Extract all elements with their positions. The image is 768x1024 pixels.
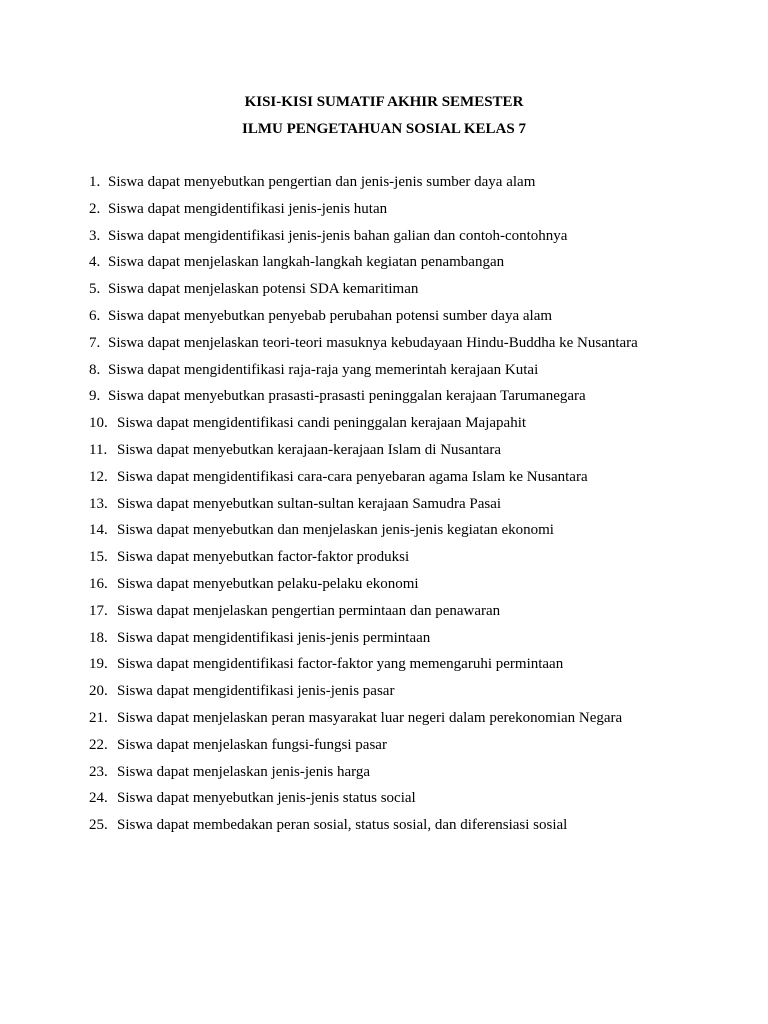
list-item-text: Siswa dapat mengidentifikasi cara-cara penyebaran agama Islam ke Nusantara: [117, 468, 588, 485]
list-item-number: 19.: [89, 656, 108, 673]
list-item-text: Siswa dapat menyebutkan prasasti-prasasti peninggalan kerajaan Tarumanegara: [108, 388, 586, 405]
list-item-number: 10.: [89, 415, 108, 432]
list-item-number: 21.: [89, 709, 108, 726]
list-item-number: 8.: [89, 361, 101, 378]
list-item-number: 14.: [89, 522, 108, 539]
list-item-text: Siswa dapat mengidentifikasi candi peninggalan kerajaan Majapahit: [117, 415, 527, 432]
document-title: KISI-KISI SUMATIF AKHIR SEMESTER: [244, 94, 524, 110]
list-item-number: 2.: [89, 200, 101, 217]
list-item-text: Siswa dapat menjelaskan teori-teori masuknya kebudayaan Hindu-Buddha ke Nusantara: [108, 334, 638, 351]
list-item-text: Siswa dapat membedakan peran sosial, status sosial, dan diferensiasi sosial: [117, 817, 568, 834]
list-item-number: 15.: [89, 549, 108, 566]
list-item-text: Siswa dapat menjelaskan jenis-jenis harga: [117, 763, 370, 780]
list-item-text: Siswa dapat mengidentifikasi factor-faktor yang memengaruhi permintaan: [117, 656, 564, 673]
list-item-text: Siswa dapat menyebutkan kerajaan-kerajaan Islam di Nusantara: [117, 441, 502, 458]
list-item-number: 25.: [89, 817, 108, 834]
list-item-text: Siswa dapat menyebutkan sultan-sultan kerajaan Samudra Pasai: [117, 495, 502, 512]
document-subtitle: ILMU PENGETAHUAN SOSIAL KELAS 7: [242, 121, 526, 137]
list-item-number: 11.: [89, 441, 108, 458]
list-item-text: Siswa dapat menjelaskan peran masyarakat luar negeri dalam perekonomian Negara: [117, 709, 623, 726]
list-item-text: Siswa dapat menyebutkan factor-faktor produksi: [117, 549, 410, 566]
list-item-number: 5.: [89, 281, 101, 298]
list-item-text: Siswa dapat mengidentifikasi raja-raja yang memerintah kerajaan Kutai: [108, 361, 539, 378]
list-item-number: 22.: [89, 736, 108, 753]
list-item-text: Siswa dapat menyebutkan dan menjelaskan jenis-jenis kegiatan ekonomi: [117, 522, 554, 539]
list-item-number: 4.: [89, 254, 101, 271]
list-item-number: 23.: [89, 763, 108, 780]
list-item-number: 7.: [89, 334, 101, 351]
list-item-text: Siswa dapat menyebutkan penyebab perubahan potensi sumber daya alam: [108, 307, 553, 324]
list-item-number: 16.: [89, 575, 108, 592]
list-item-number: 1.: [89, 174, 101, 190]
list-item-number: 13.: [89, 495, 108, 512]
list-item-text: Siswa dapat mengidentifikasi jenis-jenis permintaan: [117, 629, 431, 646]
list-item-text: Siswa dapat menjelaskan potensi SDA kemaritiman: [108, 281, 419, 298]
list-item-text: Siswa dapat menyebutkan pengertian dan jenis-jenis sumber daya alam: [108, 174, 536, 190]
list-item-number: 18.: [89, 629, 108, 646]
list-item-text: Siswa dapat mengidentifikasi jenis-jenis bahan galian dan contoh-contohnya: [108, 227, 568, 244]
list-item-number: 6.: [89, 307, 101, 324]
list-item-number: 9.: [89, 388, 101, 405]
list-item-number: 12.: [89, 468, 108, 485]
list-item-number: 3.: [89, 227, 101, 244]
list-item-text: Siswa dapat mengidentifikasi jenis-jenis pasar: [117, 683, 395, 700]
list-item-number: 24.: [89, 790, 108, 807]
list-item-number: 17.: [89, 602, 108, 619]
list-item-text: Siswa dapat menjelaskan pengertian permintaan dan penawaran: [117, 602, 501, 619]
list-item-text: Siswa dapat menyebutkan jenis-jenis status social: [117, 790, 416, 807]
list-item-text: Siswa dapat menjelaskan langkah-langkah kegiatan penambangan: [108, 254, 505, 271]
list-item-text: Siswa dapat mengidentifikasi jenis-jenis hutan: [108, 200, 388, 217]
list-item-text: Siswa dapat menjelaskan fungsi-fungsi pasar: [117, 736, 387, 753]
list-item-text: Siswa dapat menyebutkan pelaku-pelaku ekonomi: [117, 575, 419, 592]
list-item-number: 20.: [89, 683, 108, 700]
